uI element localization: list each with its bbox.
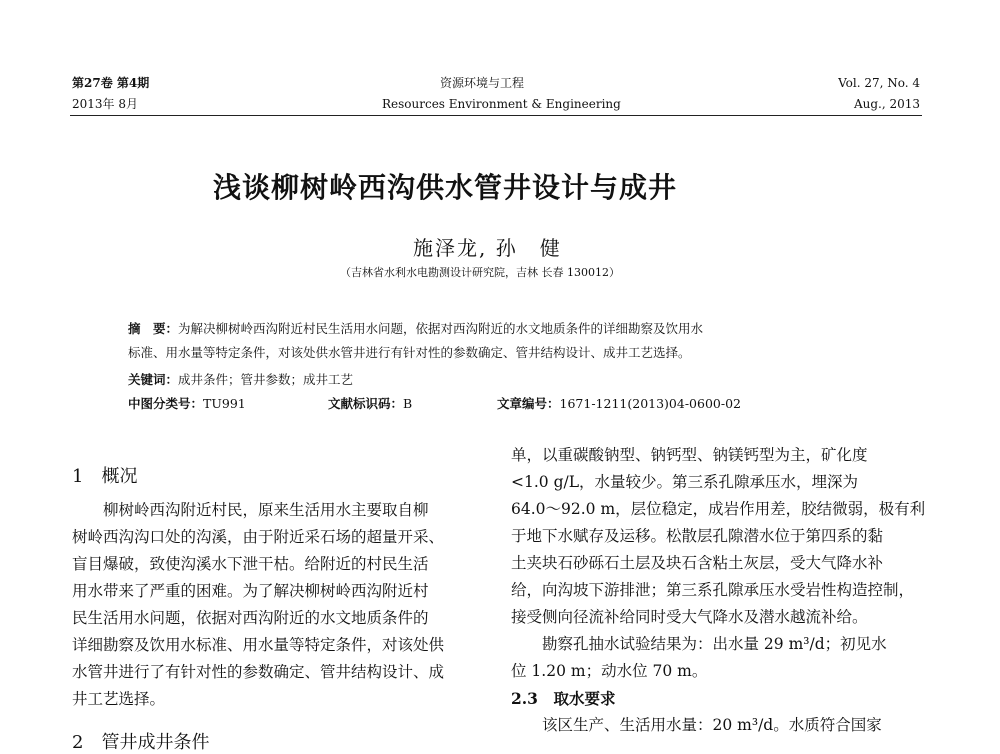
paragraph-line: 64.0～92.0 m，层位稳定，成岩作用差，胶结微弱，极有利: [511, 500, 926, 518]
section-1-paragraph: [72, 497, 444, 713]
clc-number: [128, 396, 246, 412]
clc-label: 中图分类号：: [128, 396, 204, 411]
section-2-heading: 2 管井成井条件: [72, 732, 210, 753]
paragraph-line: 用水带来了严重的困难。为了解决柳树岭西沟附近村: [72, 582, 429, 600]
document-code-label: 文献标识码：: [328, 396, 404, 411]
article-number: [497, 396, 741, 412]
abstract-text-2: 标准、用水量等特定条件，对该处供水管井进行有针对性的参数确定、管井结构设计、成井工艺选择。: [128, 345, 691, 360]
keywords-label: 关键词：: [128, 372, 179, 387]
subsection-2-3-heading: 2.3 取水要求: [511, 689, 616, 708]
article-title: 浅谈柳树岭西沟供水管井设计与成井: [213, 171, 678, 204]
abstract-text-1: 为解决柳树岭西沟附近村民生活用水问题，依据对西沟附近的水文地质条件的详细勘察及饮用水: [178, 321, 704, 336]
header-rule: [70, 115, 922, 116]
abstract-label: 摘 要：: [128, 321, 179, 336]
paragraph-line: 柳树岭西沟附近村民，原来生活用水主要取自柳: [103, 501, 429, 519]
paragraph-line: 树岭西沟沟口处的沟溪，由于附近采石场的超量开采、: [72, 528, 445, 546]
paragraph-line: 土夹块石砂砾石土层及块石含粘土灰层，受大气降水补: [511, 554, 884, 572]
paragraph-line: 盲目爆破，致使沟溪水下泄干枯。给附近的村民生活: [72, 555, 429, 573]
paragraph-line: 勘察孔抽水试验结果为：出水量 29 m³/d；初见水: [511, 635, 887, 653]
volume-issue-cn: 第27卷 第4期: [72, 76, 150, 90]
article-number-value: 1671-1211(2013)04-0600-02: [559, 396, 741, 411]
paragraph-line: 于地下水赋存及运移。松散层孔隙潜水位于第四系的黏: [511, 527, 884, 545]
document-code-value: B: [403, 396, 413, 411]
authors: 施泽龙, 孙 健: [413, 236, 562, 260]
affiliation: （吉林省水利水电勘测设计研究院，吉林 长春 130012）: [340, 266, 620, 279]
clc-value: TU991: [203, 396, 246, 411]
article-number-label: 文章编号：: [497, 396, 560, 411]
paragraph-line: 位 1.20 m；动水位 70 m。: [511, 662, 708, 680]
right-column-paragraph: [511, 442, 925, 739]
paragraph-line: 给，向沟坡下游排泄；第三系孔隙承压水受岩性构造控制，: [511, 581, 915, 599]
date-en: Aug., 2013: [853, 97, 920, 111]
date-cn: 2013年 8月: [72, 97, 138, 111]
paragraph-line: 水管井进行了有针对性的参数确定、管井结构设计、成: [72, 663, 445, 681]
paragraph-line: 民生活用水问题，依据对西沟附近的水文地质条件的: [72, 609, 429, 627]
document-code: [328, 396, 412, 412]
keywords-line: [128, 372, 353, 388]
paragraph-line: 详细勘察及饮用水标准、用水量等特定条件，对该处供: [72, 636, 445, 654]
keywords-text: 成井条件；管井参数；成井工艺: [178, 372, 354, 387]
journal-name-en: Resources Environment & Engineering: [382, 97, 621, 111]
abstract-line-1: [128, 321, 703, 337]
paragraph-line: <1.0 g/L，水量较少。第三系孔隙承压水，埋深为: [511, 473, 859, 491]
journal-name-cn: 资源环境与工程: [440, 76, 525, 90]
section-1-heading: 1 概况: [72, 466, 138, 487]
paragraph-line: 井工艺选择。: [72, 690, 166, 708]
volume-issue-en: Vol. 27, No. 4: [838, 76, 920, 90]
paragraph-line: 接受侧向径流补给同时受大气降水及潜水越流补给。: [511, 608, 868, 626]
paragraph-line: 该区生产、生活用水量：20 m³/d。水质符合国家: [511, 716, 882, 734]
paragraph-line: 单，以重碳酸钠型、钠钙型、钠镁钙型为主，矿化度: [511, 446, 868, 464]
